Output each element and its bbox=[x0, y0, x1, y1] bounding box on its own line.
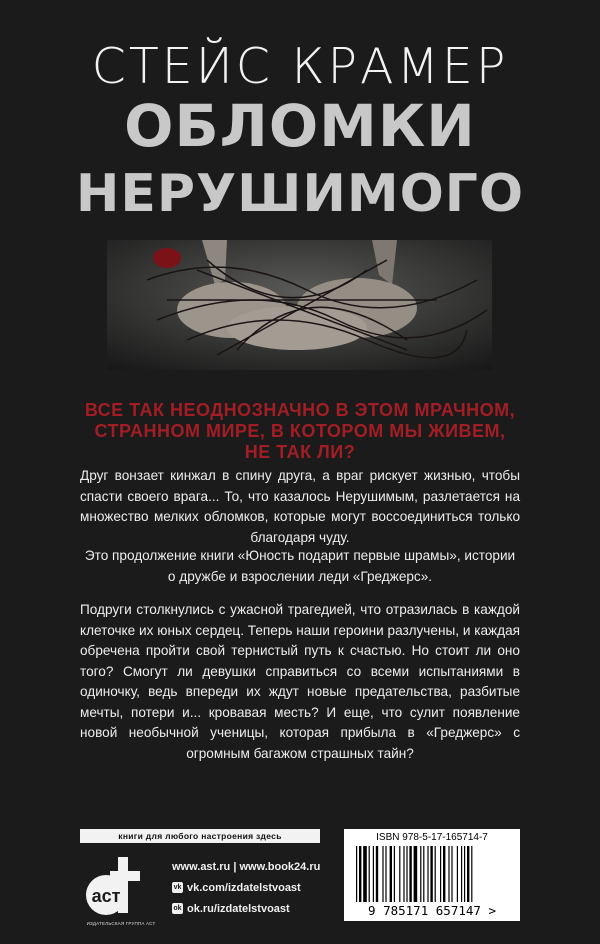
barcode-bar bbox=[399, 846, 400, 902]
website-links[interactable]: www.ast.ru | www.book24.ru bbox=[172, 860, 321, 873]
author-name: СТЕЙС КРАМЕР bbox=[91, 38, 509, 95]
description-paragraph-3: Подруги столкнулись с ужасной трагедией, что отразилась в каждой клеточке их юных сердец. Теперь наши героини разлучены, и каждая обречена пройти свой тернистый путь к счастью. Но стоит ли оно того? Смогут ли девушки справиться со всеми испытаниями в одиночку, ведь впереди их ждут новые предательства, разбитые мечты, потери и... кровавая месть? И еще, что сулит появление новой необычной ученицы, которая прибыла в «Греджерс» с огромным багажом страшных тайн? bbox=[80, 602, 520, 761]
isbn-text: ISBN 978-5-17-165714-7 bbox=[376, 832, 488, 843]
barcode-bar bbox=[369, 846, 370, 902]
book-title-line1: ОБЛОМКИ bbox=[124, 92, 476, 160]
barcode-bar bbox=[471, 846, 472, 902]
barcode-bar bbox=[435, 846, 436, 902]
ok-link[interactable] bbox=[172, 898, 320, 919]
barcode-bar bbox=[440, 846, 441, 902]
description-paragraph-1: Друг вонзает кинжал в спину друга, а враг рискует жизнью, чтобы спасти своего врага... То, что казалось Нерушимым, разлетается на множество мелких обломков, которые могут воссоединиться только благодаря чуду. bbox=[80, 468, 520, 545]
barcode-bar bbox=[427, 846, 428, 902]
ast-logo bbox=[82, 851, 162, 921]
tagline: ВСЕ ТАК НЕОДНОЗНАЧНО В ЭТОМ МРАЧНОМ, СТРАННОМ МИРЕ, В КОТОРОМ МЫ ЖИВЕМ, НЕ ТАК ЛИ? bbox=[84, 400, 516, 462]
barcode-bar bbox=[461, 846, 462, 902]
cover-photo bbox=[107, 240, 492, 370]
barcode-bar bbox=[430, 846, 432, 902]
series-strip: книги для любого настроения здесь bbox=[80, 829, 320, 843]
barcode-bar bbox=[423, 846, 424, 902]
barcode-digits: 9 785171 657147 > bbox=[368, 903, 496, 918]
barcode-bar bbox=[448, 846, 449, 902]
vk-link-text: vk.com/izdatelstvoast bbox=[187, 881, 301, 894]
isbn-barcode-box bbox=[344, 829, 520, 921]
barcode-bar bbox=[464, 846, 465, 902]
barcode-bar bbox=[414, 846, 418, 902]
barcode-bar bbox=[394, 846, 395, 902]
barcode-bar bbox=[385, 846, 386, 902]
description-paragraph-2: Это продолжение книги «Юность подарит первые шрамы», истории о дружбе и взрослении леди «Греджерс». bbox=[84, 548, 516, 584]
barcode-bar bbox=[406, 846, 407, 902]
barcode-bar bbox=[420, 846, 421, 902]
barcode-bar bbox=[356, 846, 357, 902]
barcode-bar bbox=[390, 846, 392, 902]
logo-text: аст bbox=[91, 886, 121, 906]
barcode-bar bbox=[363, 846, 367, 902]
barcode-bar bbox=[376, 846, 378, 902]
vk-link[interactable] bbox=[172, 877, 320, 898]
barcode-bar bbox=[451, 846, 452, 902]
barcode-bar bbox=[467, 846, 469, 902]
ok-icon: ok bbox=[173, 905, 182, 912]
barcode-bar bbox=[457, 846, 458, 902]
barcode-bar bbox=[359, 846, 361, 902]
book-title-line2: НЕРУШИМОГО bbox=[75, 164, 525, 224]
barcode-graphic bbox=[354, 846, 510, 902]
vk-icon: vk bbox=[173, 884, 182, 891]
publisher-links bbox=[172, 856, 320, 919]
barcode-bar bbox=[373, 846, 374, 902]
barcode-bar bbox=[403, 846, 404, 902]
barcode-bar bbox=[409, 846, 411, 902]
publisher-caption: ИЗДАТЕЛЬСКАЯ ГРУППА АСТ bbox=[86, 921, 156, 926]
ok-link-text: ok.ru/izdatelstvoast bbox=[187, 902, 290, 915]
barcode-bar bbox=[443, 846, 445, 902]
barcode-bar bbox=[382, 846, 383, 902]
